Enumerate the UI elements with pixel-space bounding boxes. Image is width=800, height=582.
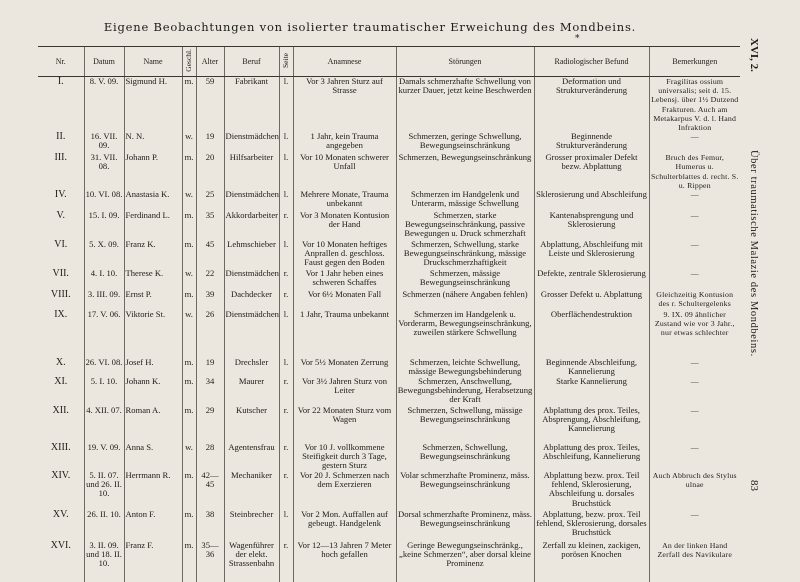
cell-age: 19: [196, 358, 224, 377]
cell-age: 34: [196, 377, 224, 406]
cell-remarks: —: [649, 132, 740, 153]
cell-sex: m.: [182, 541, 196, 582]
col-sex-label: Geschl.: [184, 49, 194, 72]
page-number: 83: [748, 480, 760, 491]
cell-age: 19: [196, 132, 224, 153]
cell-age: 59: [196, 77, 224, 133]
table-row: [38, 377, 740, 406]
cell-findings: Schmerzen, Anschwellung, Bewegungsbehinderung, Herabsetzung der Kraft: [397, 377, 533, 405]
col-nr: Nr.: [38, 47, 84, 77]
cell-name: Anton F.: [124, 510, 182, 541]
cell-name: Johann P.: [124, 153, 182, 190]
col-sex: [182, 47, 196, 77]
cell-remarks: —: [649, 190, 740, 211]
cell-sex: w.: [182, 269, 196, 290]
cell-findings: Schmerzen im Handgelenk u. Vorderarm, Bewegungseinschränkung, zuweilen stärkere Schwellung: [396, 310, 534, 358]
cell-age: 45: [196, 240, 224, 269]
cell-radiology: Deformation und Strukturveränderung: [534, 77, 649, 133]
cell-remarks: —: [649, 211, 740, 240]
cell-findings: Schmerzen (nähere Angaben fehlen): [396, 290, 534, 310]
cell-nr: V.: [56, 211, 65, 222]
cell-date: 17. V. 06.: [84, 310, 124, 358]
cell-age: 35: [196, 211, 224, 240]
cell-sex: m.: [182, 377, 196, 406]
cell-radiology: Sklerosierung und Abschleifung: [534, 190, 649, 211]
cell-job: Mechaniker: [224, 471, 279, 510]
cell-nr: XV.: [52, 510, 69, 521]
cell-name: Anna S.: [124, 443, 182, 471]
cell-findings: Schmerzen, Schwellung, mässige Bewegungseinschränkung: [396, 406, 534, 443]
cell-job: Maurer: [224, 377, 279, 406]
cell-date: 3. II. 09. und 18. II. 10.: [84, 541, 124, 582]
cell-side: r.: [279, 541, 293, 582]
cell-history: Vor 22 Monaten Sturz vom Wagen: [293, 406, 396, 443]
col-findings: Störungen: [396, 47, 534, 77]
cell-age: 28: [196, 443, 224, 471]
cell-remarks: Gleichzeitig Kontusion des r. Schultergelenks: [649, 290, 740, 310]
cell-name: Roman A.: [124, 406, 182, 443]
cell-remarks: —: [649, 377, 740, 406]
cell-radiology: Beginnende Strukturveränderung: [534, 132, 649, 153]
cell-date: 8. V. 09.: [84, 77, 124, 133]
cell-side: l.: [279, 240, 293, 269]
cell-history: Vor 3 Jahren Sturz auf Strasse: [293, 77, 396, 133]
cell-history: Vor 12—13 Jahren 7 Meter hoch gefallen: [293, 541, 396, 582]
cell-sex: w.: [182, 443, 196, 471]
cell-sex: w.: [182, 310, 196, 358]
cell-name: N. N.: [124, 132, 182, 153]
cell-age: 39: [196, 290, 224, 310]
cell-date: 4. XII. 07.: [84, 406, 124, 443]
cell-remarks: —: [649, 269, 740, 290]
cell-findings: Damals schmerzhafte Schwellung von kurzer Dauer, jetzt keine Beschwerden: [396, 77, 534, 133]
cell-date: 19. V. 09.: [84, 443, 124, 471]
table-row: [38, 290, 740, 310]
table-row: [38, 443, 740, 471]
cell-findings: Geringe Bewegungseinschränkg., „keine Schmerzen“, aber dorsal kleine Prominenz: [396, 541, 534, 582]
cell-remarks: —: [649, 443, 740, 471]
cell-findings: Volar schmerzhafte Prominenz, mäss. Bewegungseinschränkung: [396, 471, 534, 510]
table-row: [38, 190, 740, 211]
cell-name: Viktorie St.: [124, 310, 182, 358]
cell-sex: m.: [182, 77, 196, 133]
cell-findings: Schmerzen, geringe Schwellung, Bewegungseinschränkung: [396, 132, 534, 153]
cell-nr: VII.: [52, 269, 69, 280]
cell-name: Josef H.: [124, 358, 182, 377]
cell-nr: XIV.: [51, 471, 71, 482]
cell-name: Herrmann R.: [124, 471, 182, 510]
cell-job: Fabrikant: [224, 77, 279, 133]
cell-date: 26. VI. 08.: [84, 358, 124, 377]
cell-job: Agentensfrau: [224, 443, 279, 471]
cell-history: Vor 10 J. vollkommene Steifigkeit durch 3 Tage, gestern Sturz: [293, 443, 396, 471]
cell-name: Sigmund H.: [124, 77, 182, 133]
cell-job: Dienstmädchen: [224, 269, 279, 290]
cell-side: l.: [279, 358, 293, 377]
cell-history: Vor 1 Jahr heben eines schweren Schaffes: [293, 269, 396, 290]
cell-age: 29: [196, 406, 224, 443]
cell-name: Johann K.: [124, 377, 182, 406]
cell-job: Drechsler: [224, 358, 279, 377]
cell-radiology: Abplattung bezw. prox. Teil fehlend, Sklerosierung, Abschleifung u. dorsales Bruchstück: [534, 471, 649, 510]
cell-remarks: —: [649, 406, 740, 443]
cell-radiology: Abplattung, Abschleifung mit Leiste und Sklerosierung: [534, 240, 649, 269]
cell-findings: Schmerzen, Bewegungseinschränkung: [396, 153, 534, 190]
cell-nr: III.: [54, 153, 67, 164]
cell-radiology: Defekte, zentrale Sklerosierung: [534, 269, 649, 290]
cell-history: Mehrere Monate, Trauma unbekannt: [293, 190, 396, 211]
table-row: [38, 471, 740, 510]
cell-history: Vor 10 Monaten schwerer Unfall: [293, 153, 396, 190]
cell-nr: XI.: [54, 377, 68, 388]
cell-job: Hilfsarbeiter: [224, 153, 279, 190]
cell-side: l.: [279, 510, 293, 541]
cell-name: Franz F.: [124, 541, 182, 582]
cell-radiology: Kantenabsprengung und Sklerosierung: [534, 211, 649, 240]
cell-remarks: —: [649, 240, 740, 269]
cell-findings: Schmerzen, mässige Bewegungseinschränkung: [396, 269, 534, 290]
cell-nr: XII.: [52, 406, 69, 417]
cell-job: Dienstmädchen: [224, 190, 279, 211]
cell-remarks: —: [649, 358, 740, 377]
cell-job: Dienstmädchen: [224, 132, 279, 153]
col-radiology: Radiologischer Befund: [534, 47, 649, 77]
cell-age: 35—36: [196, 541, 224, 582]
cell-side: r.: [279, 211, 293, 240]
cell-findings: Schmerzen im Handgelenk und Unterarm, mässige Schwellung: [396, 190, 534, 211]
table-row: [38, 77, 740, 133]
cell-radiology: Grosser Defekt u. Abplattung: [534, 290, 649, 310]
cell-name: Anastasia K.: [124, 190, 182, 211]
cell-job: Dienstmädchen: [224, 310, 279, 358]
cell-name: Ernst P.: [124, 290, 182, 310]
cell-remarks: Auch Abbruch des Stylus ulnae: [649, 471, 740, 510]
cell-remarks: Bruch des Femur, Humerus u. Schulterblattes d. recht. S. u. Rippen: [649, 153, 740, 190]
cell-radiology: Starke Kannelierung: [534, 377, 649, 406]
cell-job: Wagenführer der elekt. Strassenbahn: [224, 541, 279, 582]
cell-remarks: 9. IX. 09 ähnlicher Zustand wie vor 3 Jahr., nur etwas schlechter: [649, 310, 740, 358]
cell-sex: w.: [182, 190, 196, 211]
cell-date: 31. VII. 08.: [84, 153, 124, 190]
cell-radiology: Grosser proximaler Defekt bezw. Abplattung: [534, 153, 649, 190]
cell-side: r.: [279, 377, 293, 406]
cell-sex: m.: [182, 358, 196, 377]
cell-sex: m.: [182, 240, 196, 269]
running-title: Über traumatische Malazie des Mondbeins.: [748, 150, 759, 357]
cell-sex: m.: [182, 153, 196, 190]
cell-sex: m.: [182, 510, 196, 541]
cell-remarks: An der linken Hand Zerfall des Navikulare: [649, 541, 740, 582]
cell-nr: IV.: [54, 190, 67, 201]
col-age: Alter: [196, 47, 224, 77]
cell-remarks: Fragilitas ossium universalis; seit d. 15. Lebensj. über 1½ Dutzend Frakturen. Auch am Metakarpus V. d. l. Hand Infraktion: [649, 77, 740, 133]
cell-date: 26. II. 10.: [84, 510, 124, 541]
cell-date: 5. I. 10.: [84, 377, 124, 406]
cell-history: 1 Jahr, kein Trauma angegeben: [293, 132, 396, 153]
table-row: [38, 211, 740, 240]
cell-radiology: Abplattung, bezw. prox. Teil fehlend, Sklerosierung, dorsales Bruchstück: [534, 510, 649, 541]
table-row: [38, 310, 740, 358]
col-date: Datum: [84, 47, 124, 77]
cell-date: 5. II. 07. und 26. II. 10.: [84, 471, 124, 510]
cell-nr: IX.: [54, 310, 68, 321]
cell-job: Lehmschieber: [224, 240, 279, 269]
cell-side: r.: [279, 290, 293, 310]
cell-job: Steinbrecher: [224, 510, 279, 541]
col-job: Beruf: [224, 47, 279, 77]
cell-radiology: Abplattung des prox. Teiles, Absprengung, Abschleifung, Kannelierung: [534, 406, 649, 443]
cell-name: Franz K.: [124, 240, 182, 269]
table-row: [38, 541, 740, 582]
cell-job: Dachdecker: [224, 290, 279, 310]
observations-table: [38, 46, 740, 582]
cell-age: 38: [196, 510, 224, 541]
cell-history: Vor 2 Mon. Auffallen auf gebeugt. Handgelenk: [293, 510, 396, 541]
cell-job: Akkordarbeiter: [224, 211, 279, 240]
cell-findings: Schmerzen, starke Bewegungseinschränkung, passive Bewegungen u. Druck schmerzhaft: [396, 211, 534, 240]
cell-remarks: —: [649, 510, 740, 541]
cell-side: r.: [279, 269, 293, 290]
cell-history: 1 Jahr, Trauma unbekannt: [293, 310, 396, 358]
col-side: [279, 47, 293, 77]
cell-history: Vor 10 Monaten heftiges Anprallen d. geschloss. Faust gegen den Boden: [293, 240, 396, 269]
col-remarks: Bemerkungen: [649, 47, 740, 77]
cell-side: r.: [279, 443, 293, 471]
cell-side: l.: [279, 153, 293, 190]
cell-date: 15. I. 09.: [84, 211, 124, 240]
cell-age: 20: [196, 153, 224, 190]
cell-date: 16. VII. 09.: [84, 132, 124, 153]
cell-nr: XVI.: [50, 541, 71, 552]
table-row: [38, 406, 740, 443]
table-row: [38, 240, 740, 269]
table-row: [38, 269, 740, 290]
cell-age: 22: [196, 269, 224, 290]
cell-nr: VI.: [54, 240, 68, 251]
cell-job: Kutscher: [224, 406, 279, 443]
cell-radiology: Beginnende Abschleifung, Kannelierung: [534, 358, 649, 377]
table-row: [38, 153, 740, 190]
table-header: [38, 47, 740, 77]
cell-sex: w.: [182, 132, 196, 153]
cell-findings: Schmerzen, Schwellung, Bewegungseinschränkung: [396, 443, 534, 471]
table-row: [38, 358, 740, 377]
cell-sex: m.: [182, 471, 196, 510]
cell-side: l.: [279, 77, 293, 133]
cell-sex: m.: [182, 290, 196, 310]
cell-side: l.: [279, 132, 293, 153]
cell-date: 10. VI. 08.: [84, 190, 124, 211]
cell-history: Vor 3 Monaten Kontusion der Hand: [293, 211, 396, 240]
cell-nr: VIII.: [50, 290, 71, 301]
cell-date: 3. III. 09.: [84, 290, 124, 310]
cell-age: 25: [196, 190, 224, 211]
cell-radiology: Zerfall zu kleinen, zackigen, porösen Knochen: [534, 541, 649, 582]
table-row: [38, 510, 740, 541]
cell-findings: Dorsal schmerzhafte Prominenz, mäss. Bewegungseinschränkung: [396, 510, 534, 541]
cell-side: l.: [279, 190, 293, 211]
cell-side: l.: [279, 310, 293, 358]
cell-age: 26: [196, 310, 224, 358]
cell-history: Vor 6½ Monaten Fall: [293, 290, 396, 310]
cell-findings: Schmerzen, Schwellung, starke Bewegungseinschränkung, mässige Druckschmerzhaftigkeit: [396, 240, 534, 269]
cell-nr: I.: [57, 76, 64, 87]
table-row: [38, 132, 740, 153]
col-side-label: Seite: [281, 52, 291, 68]
cell-findings: Schmerzen, leichte Schwellung, mässige Bewegungsbehinderung: [396, 358, 534, 377]
cell-radiology: Abplattung des prox. Teiles, Abschleifung, Kannelierung: [534, 443, 649, 471]
col-history: Anamnese: [293, 47, 396, 77]
cell-history: Vor 20 J. Schmerzen nach dem Exerzieren: [293, 471, 396, 510]
col-name: Name: [124, 47, 182, 77]
cell-age: 42—45: [196, 471, 224, 510]
cell-date: 5. X. 09.: [84, 240, 124, 269]
title-mark: *: [575, 34, 580, 44]
cell-nr: II.: [56, 132, 66, 143]
cell-sex: m.: [182, 211, 196, 240]
cell-nr: X.: [55, 358, 66, 369]
volume-number: XVI, 2.: [748, 38, 760, 72]
cell-history: Vor 3½ Jahren Sturz von Leiter: [293, 377, 396, 406]
cell-name: Therese K.: [124, 269, 182, 290]
cell-history: Vor 5½ Monaten Zerrung: [293, 358, 396, 377]
page-title: Eigene Beobachtungen von isolierter traumatischer Erweichung des Mondbeins.: [103, 20, 637, 34]
cell-sex: m.: [182, 406, 196, 443]
cell-side: r.: [279, 471, 293, 510]
cell-side: r.: [279, 406, 293, 443]
cell-date: 4. I. 10.: [84, 269, 124, 290]
cell-name: Ferdinand L.: [124, 211, 182, 240]
cell-nr: XIII.: [50, 443, 71, 454]
cell-radiology: Oberflächendestruktion: [534, 310, 649, 358]
